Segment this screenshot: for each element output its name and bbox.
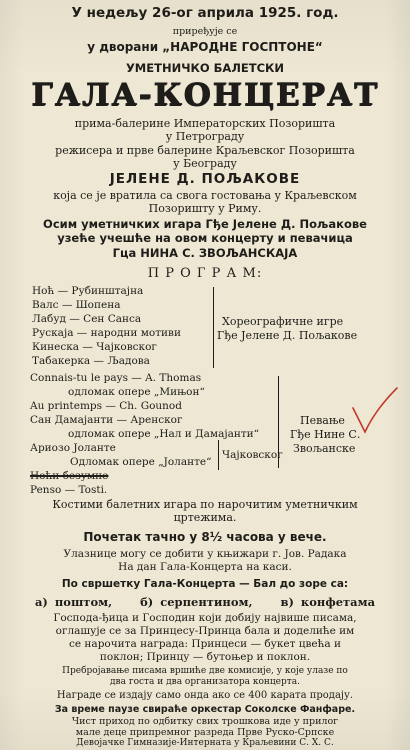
dance-brace	[213, 287, 214, 368]
bold-line-2: узеће учешће на овом концерту и певачица	[57, 231, 353, 245]
singer-name: Гца НИНА С. ЗВОЉАНСКАЈА	[112, 246, 298, 260]
artist-name: ЈЕЛЕНЕ Д. ПОЉАКОВЕ	[109, 171, 301, 187]
count-line-1: Пребројавање писама вршиће две комисије, у које улазе по	[62, 666, 348, 676]
song-brace	[278, 376, 279, 468]
description-line-4: у Београду	[173, 157, 237, 170]
song-note-2: Гђе Нине С.	[290, 428, 361, 441]
song-item: Penso — Tosti.	[30, 484, 108, 496]
tchaikovsky-brace	[218, 440, 219, 470]
song-note-3: Звољанске	[293, 442, 356, 455]
tickets-line-1: Улазнице могу се добити у књижари г. Јов. Радака	[63, 548, 347, 560]
proceeds-line-1: Чист приход по одбитку свих трошкова иде у прилог	[71, 716, 339, 727]
description-line-5: која се је вратила са свога гостовања у Краљевском	[53, 189, 357, 202]
song-item-struck: Ноћи безумне	[30, 470, 109, 482]
letters-line-3: се нарочита награда: Принцеси — букет цвећа и	[69, 638, 341, 650]
bold-line-1: Осим уметничких игара Гђе Јелене Д. Пољакове	[43, 217, 367, 231]
costumes-line-1: Костими балетних игара по нарочитим уметничким	[52, 498, 358, 511]
ball-line: По свршетку Гала-Концерта — Бал до зоре са:	[61, 578, 349, 590]
tickets-line-2: На дан Гала-Концерта на каси.	[118, 561, 292, 573]
red-checkmark-icon	[345, 380, 405, 450]
start-time: Почетак тачно у 8½ часова у вече.	[83, 530, 327, 544]
program-heading: П Р О Г Р А М:	[147, 266, 263, 281]
description-line-3: режисера и прве балерине Краљевског Позоришта	[55, 144, 355, 157]
organizes-text: приређује се	[172, 26, 238, 37]
venue-line: у дворани „НАРОДНЕ ГОСПТОНЕ“	[87, 40, 323, 54]
description-line-1: прима-балерине Императорских Позоришта	[74, 117, 336, 130]
date-line: У недељу 26-ог априла 1925. год.	[71, 5, 339, 21]
costumes-line-2: цртежима.	[173, 511, 237, 524]
song-item: Сан Дамајанти — Аренског	[30, 414, 183, 426]
dance-note-1: Хореографичне игре	[222, 315, 344, 328]
proceeds-line-3: Девојачке Гимназије-Интерната у Краљевини С. Х. С.	[76, 738, 334, 748]
dance-item: Рускаја — народни мотиви	[32, 327, 181, 339]
description-line-6: Позоришту у Риму.	[148, 202, 262, 215]
awards-line: Награде се издају само онда ако се 400 карата продају.	[56, 690, 354, 701]
dance-item: Ноћ — Рубинштајна	[32, 285, 144, 297]
orchestra-line: За време паузе свираће оркестар Соколске Фанфаре.	[54, 704, 356, 715]
song-item: Au printemps — Ch. Gounod	[30, 400, 182, 412]
description-line-2: у Петрограду	[165, 130, 245, 143]
artistic-ballet-line: УМЕТНИЧКО БАЛЕТСКИ	[125, 61, 285, 75]
letters-line-4: поклон; Принцу — бутоњер и поклон.	[99, 651, 311, 663]
gala-concert-title: ГАЛА-КОНЦЕРАТ	[31, 77, 379, 113]
song-note-1: Певање	[300, 414, 345, 427]
tchaikovsky-label: Чајковског	[222, 449, 283, 461]
dance-item: Валс — Шопена	[32, 299, 121, 311]
dance-item: Лабуд — Сен Санса	[32, 313, 142, 325]
song-item: одломак опере „Нал и Дамајанти“	[68, 428, 260, 440]
count-line-2: два госта и два организатора концерта.	[110, 677, 300, 687]
ball-options: а) поштом, б) серпентином, в) конфетама	[34, 595, 376, 609]
proceeds-line-2: мале деце припремног разреда Прве Руско-Српске	[75, 727, 335, 738]
song-item: Ариозо Јоланте	[30, 442, 116, 454]
song-item: одломак опере „Мињон“	[68, 386, 205, 398]
dance-note-2: Гђе Јелене Д. Пољакове	[217, 329, 358, 342]
letters-line-2: оглашује се за Принцесу-Принца бала и доделиће им	[55, 625, 355, 637]
song-item: Connais-tu le pays — A. Thomas	[30, 372, 202, 384]
dance-item: Табакерка — Љадова	[32, 355, 150, 367]
letters-line-1: Господа-ђица и Господин који добију највише писама,	[53, 612, 357, 624]
song-item: Одломак опере „Јоланте“	[70, 456, 212, 468]
dance-item: Кинеска — Чајковског	[32, 341, 157, 353]
